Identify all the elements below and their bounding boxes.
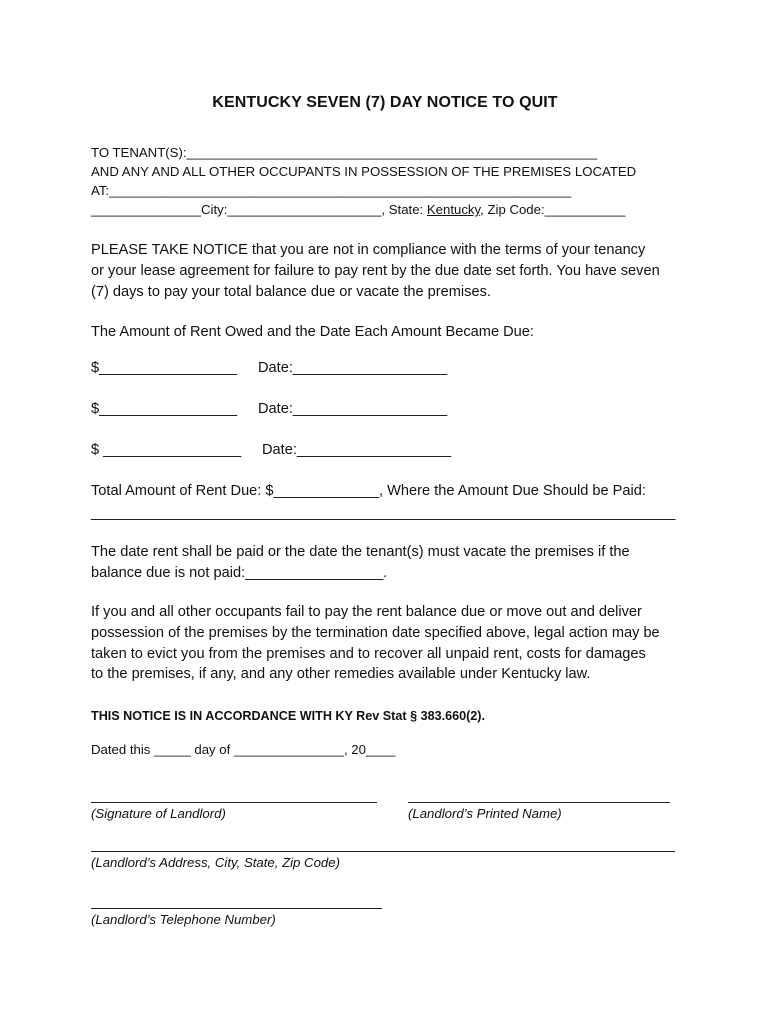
landlord-telephone-line[interactable]: [91, 908, 382, 909]
landlord-signature-label: (Signature of Landlord): [91, 806, 226, 821]
vacate-line: The date rent shall be paid or the date the tenant(s) must vacate the premises if the: [91, 544, 630, 560]
rent-date-1[interactable]: Date:___________________: [258, 360, 448, 376]
legal-line: If you and all other occupants fail to pay the rent balance due or move out and deliver: [91, 604, 642, 620]
rent-amount-1[interactable]: $_________________: [91, 360, 238, 376]
legal-line: possession of the premises by the termination date specified above, legal action may be: [91, 624, 660, 641]
tenant-line: [91, 144, 597, 162]
rent-owed-heading: The Amount of Rent Owed and the Date Each Amount Became Due:: [91, 324, 534, 340]
zip-label: , Zip Code:: [480, 202, 545, 217]
city-label: City:: [201, 202, 228, 217]
zip-blank[interactable]: ___________: [544, 202, 626, 217]
landlord-printed-name-line[interactable]: [408, 802, 670, 803]
legal-line: taken to evict you from the premises and to recover all unpaid rent, costs for damages: [91, 645, 646, 662]
legal-paragraph: [91, 602, 691, 685]
notice-line: PLEASE TAKE NOTICE that you are not in compliance with the terms of your tenancy: [91, 242, 646, 258]
tenant-blank[interactable]: ________________________________________________________: [186, 145, 598, 160]
address-continued-blank[interactable]: _______________: [91, 202, 202, 217]
vacate-line: balance due is not paid:_________________.: [91, 564, 388, 581]
rent-date-3[interactable]: Date:___________________: [262, 442, 452, 458]
premises-address-blank[interactable]: _______________________________________________________________: [109, 183, 572, 198]
landlord-address-label: (Landlord’s Address, City, State, Zip Code): [91, 855, 340, 870]
at-label: AT:: [91, 183, 110, 198]
statute-notice: THIS NOTICE IS IN ACCORDANCE WITH KY Rev Stat § 383.660(2).: [91, 709, 485, 723]
rent-amount-2[interactable]: $_________________: [91, 401, 238, 417]
city-state-zip-line: [91, 201, 625, 219]
vacate-paragraph: [91, 542, 691, 584]
total-rent-due-line: Total Amount of Rent Due: $_____________, Where the Amount Due Should be Paid:: [91, 483, 646, 499]
payment-location-blank[interactable]: ________________________________________________________________________: [91, 505, 676, 521]
landlord-signature-line[interactable]: [91, 802, 377, 803]
notice-line: (7) days to pay your total balance due or vacate the premises.: [91, 283, 491, 300]
notice-paragraph: [91, 240, 691, 302]
state-value: Kentucky: [426, 202, 481, 217]
legal-line: to the premises, if any, and any other remedies available under Kentucky law.: [91, 666, 591, 683]
premises-address-line: [91, 182, 571, 200]
state-label: , State:: [381, 202, 427, 217]
rent-date-2[interactable]: Date:___________________: [258, 401, 448, 417]
document-title: KENTUCKY SEVEN (7) DAY NOTICE TO QUIT: [212, 94, 558, 111]
tenant-label: TO TENANT(S):: [91, 145, 187, 160]
city-blank[interactable]: _____________________: [227, 202, 382, 217]
rent-amount-3[interactable]: $ _________________: [91, 442, 242, 458]
landlord-telephone-label: (Landlord’s Telephone Number): [91, 912, 276, 927]
landlord-printed-name-label: (Landlord’s Printed Name): [408, 806, 562, 821]
landlord-address-line[interactable]: [91, 851, 675, 852]
notice-line: or your lease agreement for failure to pay rent by the due date set forth. You have seven: [91, 262, 660, 279]
occupants-line: AND ANY AND ALL OTHER OCCUPANTS IN POSSESSION OF THE PREMISES LOCATED: [91, 164, 637, 179]
dated-line[interactable]: Dated this _____ day of _______________, 20____: [91, 742, 396, 757]
